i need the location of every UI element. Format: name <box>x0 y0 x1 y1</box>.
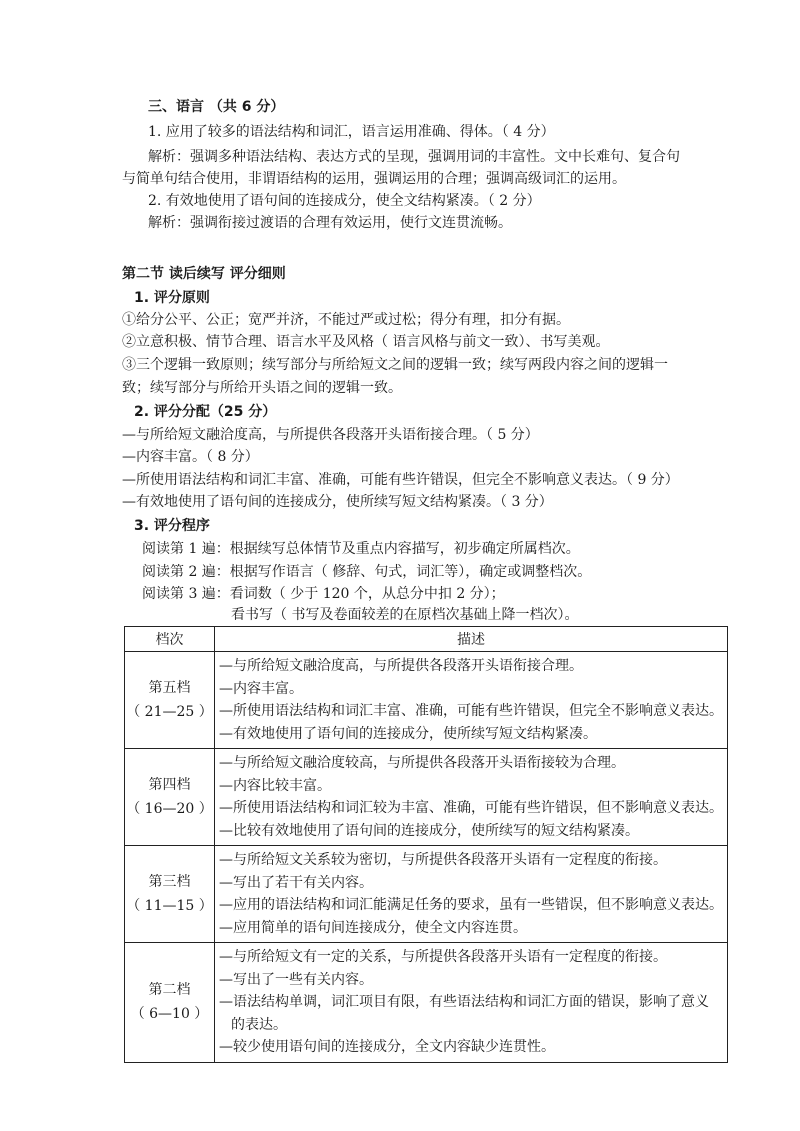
principle-1: ①给分公平、公正；宽严并济，不能过严或过松；得分有理，扣分有据。 <box>122 312 570 328</box>
procedure-read-1: 阅读第 1 遍：根据续写总体情节及重点内容描写，初步确定所属档次。 <box>142 541 580 557</box>
part2-title: 第二节 读后续写 评分细则 <box>122 266 286 282</box>
level-name: 第二档 <box>148 982 191 999</box>
description-cell <box>215 749 728 846</box>
table-row <box>125 652 728 749</box>
table-header-row <box>125 627 728 652</box>
section3-item1: 1. 应用了较多的语法结构和词汇，语言运用准确、得体。（ 4 分） <box>148 124 555 140</box>
level-cell <box>125 943 215 1063</box>
procedure-heading: 3. 评分程序 <box>134 518 210 534</box>
level-cell <box>125 652 215 749</box>
section3-heading: 三、语言 （共 6 分） <box>148 99 285 115</box>
level-range: （ 11—15 ） <box>126 898 213 914</box>
allocation-item-1: —与所给短文融洽度高，与所提供各段落开头语衔接合理。（ 5 分） <box>122 427 539 443</box>
description-line: —与所给短文融洽度高，与所提供各段落开头语衔接合理。 <box>219 658 583 674</box>
allocation-item-4: —有效地使用了语句间的连接成分，使所续写短文结构紧凑。（ 3 分） <box>122 494 553 510</box>
level-name: 第三档 <box>148 874 191 890</box>
level-range: （ 21—25 ） <box>126 704 213 720</box>
level-name: 第五档 <box>148 680 191 696</box>
header-description: 描述 <box>215 627 728 652</box>
section3-item2: 2. 有效地使用了语句间的连接成分，使全文结构紧凑。（ 2 分） <box>148 193 541 209</box>
procedure-read-3b: 看书写（ 书写及卷面较差的在原档次基础上降一档次）。 <box>231 607 579 623</box>
description-line: —有效地使用了语句间的连接成分，使所续写短文结构紧凑。 <box>219 725 597 742</box>
description-line: —比较有效地使用了语句间的连接成分，使所续写的短文结构紧凑。 <box>219 822 639 839</box>
level-range: （ 16—20 ） <box>126 801 213 817</box>
description-line: 的表达。 <box>231 1016 287 1033</box>
description-line: —写出了若干有关内容。 <box>219 874 373 891</box>
description-cell <box>215 652 728 749</box>
description-line: —所使用语法结构和词汇丰富、准确，可能有些许错误，但完全不影响意义表达。 <box>219 703 723 719</box>
description-line: —写出了一些有关内容。 <box>219 971 373 988</box>
grading-table <box>124 626 728 1063</box>
table-row <box>125 846 728 943</box>
level-cell <box>125 846 215 943</box>
description-line: —应用的语法结构和词汇能满足任务的要求，虽有一些错误，但不影响意义表达。 <box>219 897 723 913</box>
allocation-item-2: —内容丰富。（ 8 分） <box>122 449 259 465</box>
description-cell <box>215 846 728 943</box>
table-row <box>125 943 728 1063</box>
allocation-item-3: —所使用语法结构和词汇丰富、准确，可能有些许错误，但完全不影响意义表达。（ 9 分） <box>122 472 679 488</box>
description-line: —内容比较丰富。 <box>219 777 331 794</box>
principle-3-line1: ③三个逻辑一致原则；续写部分与所给短文之间的逻辑一致；续写两段内容之间的逻辑一 <box>122 357 668 373</box>
table-row <box>125 749 728 846</box>
principles-heading: 1. 评分原则 <box>134 290 210 306</box>
principle-3-line2: 致；续写部分与所给开头语之间的逻辑一致。 <box>122 380 402 396</box>
description-line: —所使用语法结构和词汇较为丰富、准确，可能有些许错误，但不影响意义表达。 <box>219 800 723 816</box>
description-cell <box>215 943 728 1063</box>
procedure-read-3: 阅读第 3 遍：看词数（ 少于 120 个，从总分中扣 2 分）； <box>142 586 505 602</box>
principle-2: ②立意积极、情节合理、语言水平及风格（ 语言风格与前文一致）、书写美观。 <box>122 334 610 350</box>
level-name: 第四档 <box>148 777 191 793</box>
level-range: （ 6—10 ） <box>130 1006 209 1023</box>
description-line: —语法结构单调，词汇项目有限，有些语法结构和词汇方面的错误，影响了意义 <box>219 994 709 1010</box>
description-line: —内容丰富。 <box>219 680 303 697</box>
header-level: 档次 <box>125 627 215 652</box>
section3-analysis1-line1: 解析：强调多种语法结构、表达方式的呈现，强调用词的丰富性。文中长难句、复合句 <box>148 149 680 165</box>
description-line: —较少使用语句间的连接成分，全文内容缺少连贯性。 <box>219 1039 555 1055</box>
allocation-heading: 2. 评分分配（25 分） <box>134 404 277 420</box>
section3-analysis2: 解析：强调衔接过渡语的合理有效运用，使行文连贯流畅。 <box>148 215 512 231</box>
section3-analysis1-line2: 与简单句结合使用，非谓语结构的运用，强调运用的合理；强调高级词汇的运用。 <box>122 171 626 187</box>
procedure-read-2: 阅读第 2 遍：根据写作语言（ 修辞、句式，词汇等），确定或调整档次。 <box>142 564 592 580</box>
level-cell <box>125 749 215 846</box>
description-line: —与所给短文融洽度较高，与所提供各段落开头语衔接较为合理。 <box>219 755 625 771</box>
description-line: —应用简单的语句间连接成分，使全文内容连贯。 <box>219 919 527 936</box>
description-line: —与所给短文关系较为密切，与所提供各段落开头语有一定程度的衔接。 <box>219 852 667 868</box>
description-line: —与所给短文有一定的关系，与所提供各段落开头语有一定程度的衔接。 <box>219 949 667 965</box>
